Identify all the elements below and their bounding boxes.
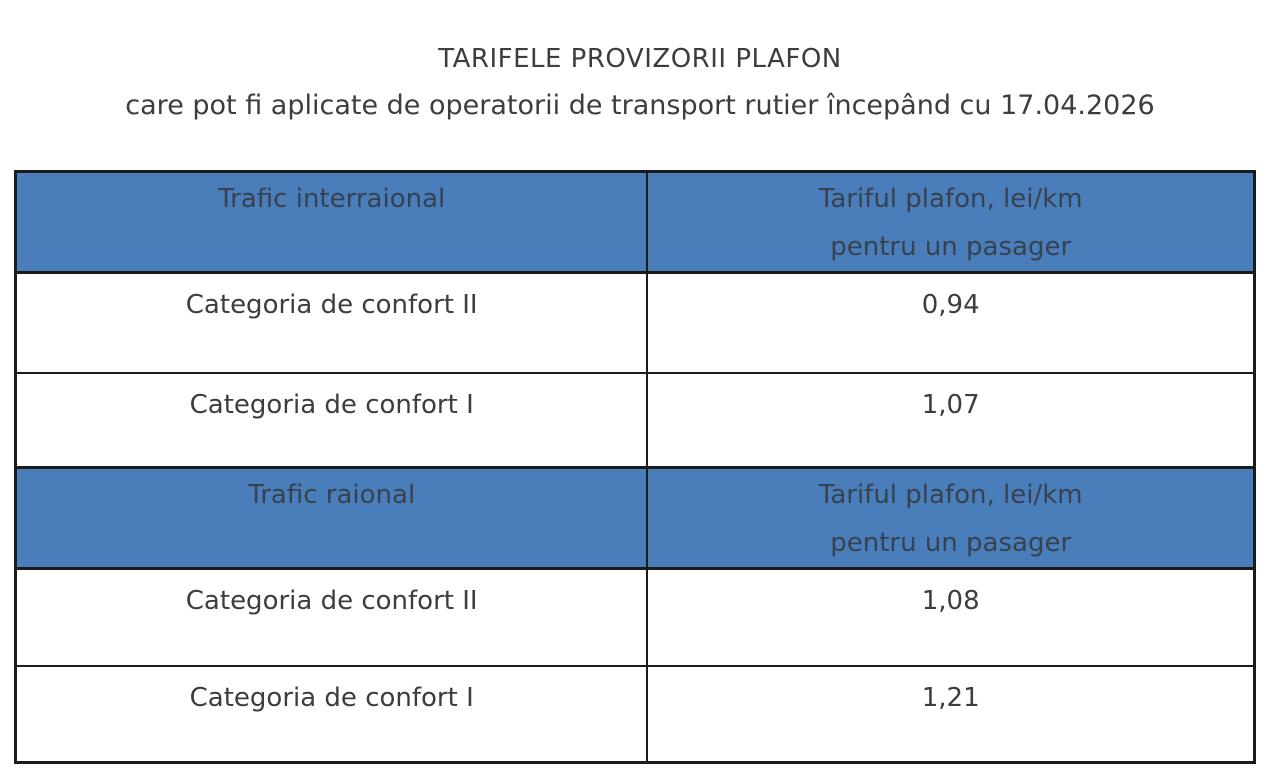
tariff-header-line1: Tariful plafon, lei/km [818,480,1083,510]
tariff-value: 1,07 [921,389,980,420]
tariff-header-line2: pentru un pasager [830,232,1072,262]
section-2-header-row [16,468,1255,569]
traffic-type-label: Trafic interraional [218,184,446,214]
document-page [0,44,1280,778]
value-cell [647,373,1254,468]
traffic-type-label: Trafic raional [248,480,416,510]
value-cell [647,569,1254,666]
table-row [16,666,1255,763]
table-row [16,373,1255,468]
table-row [16,273,1255,373]
category-label: Categoria de confort I [189,389,474,420]
tariff-header-line2: pentru un pasager [830,528,1072,558]
category-cell [16,569,648,666]
category-cell [16,373,648,468]
category-label: Categoria de confort II [185,290,478,320]
page-title: TARIFELE PROVIZORII PLAFON [438,44,842,74]
tariff-table [14,170,1256,764]
section-1-tariff-header-cell [647,172,1254,273]
tariff-value: 1,21 [921,682,980,713]
section-2-traffic-type-cell [16,468,648,569]
tariff-header-line1: Tariful plafon, lei/km [818,184,1083,214]
page-subtitle: care pot fi aplicate de operatorii de transport rutier începând cu 17.04.2026 [125,90,1155,121]
section-1-traffic-type-cell [16,172,648,273]
tariff-value: 0,94 [921,290,980,320]
category-label: Categoria de confort I [189,682,474,713]
section-1-header-row [16,172,1255,273]
table-row [16,569,1255,666]
tariff-value: 1,08 [921,586,980,616]
value-cell [647,273,1254,373]
value-cell [647,666,1254,763]
category-cell [16,273,648,373]
category-label: Categoria de confort II [185,586,478,616]
category-cell [16,666,648,763]
section-2-tariff-header-cell [647,468,1254,569]
